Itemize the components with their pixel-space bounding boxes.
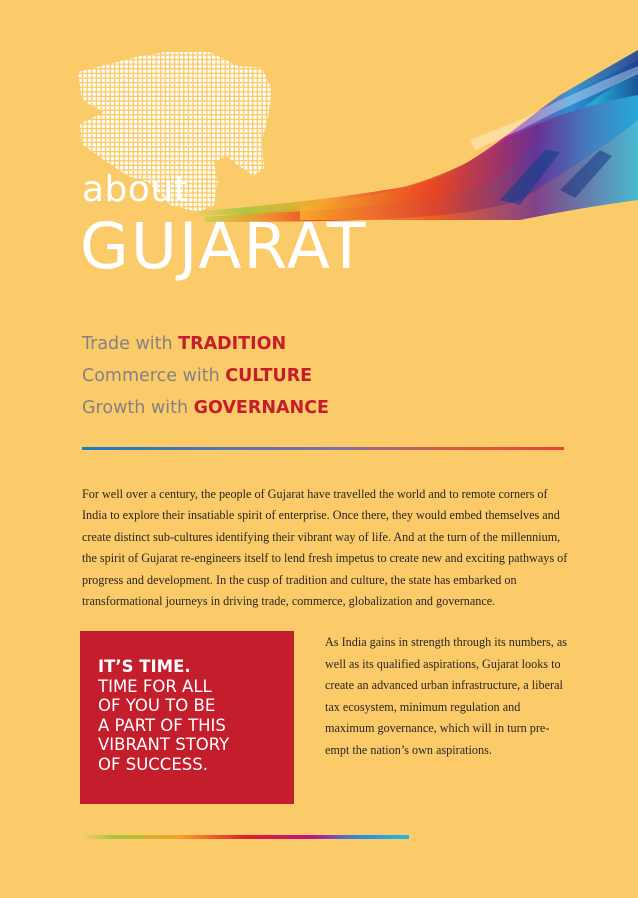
callout-line: OF YOU TO BE xyxy=(98,696,216,715)
tagline-commerce: Commerce with CULTURE xyxy=(82,366,313,386)
callout-line: A PART OF THIS xyxy=(98,715,226,735)
about-heading: about xyxy=(82,169,189,210)
gujarat-heading: GUJARAT xyxy=(80,210,368,283)
tagline-trade: Trade with TRADITION xyxy=(82,334,287,354)
side-paragraph: As India gains in strength through its numbers, as well as its qualified aspirations, Gujarat looks to create an advanced urban infrastructure, a liberal tax ecosystem, minimum regulation and maximum governance, which will in turn pre-empt the nation’s own aspirations. xyxy=(325,635,568,757)
bottom-ribbon-rule xyxy=(82,834,409,840)
callout-line: TIME FOR ALL xyxy=(98,676,212,696)
callout-line: VIBRANT STORY xyxy=(98,735,230,754)
callout-line: IT’S TIME. xyxy=(98,657,191,676)
tagline-list xyxy=(82,333,329,429)
callout-line: OF SUCCESS. xyxy=(98,754,208,774)
divider-rule xyxy=(82,447,564,450)
intro-paragraph: For well over a century, the people of Gujarat have travelled the world and to remote corners of India to explore their insatiable spirit of enterprise. Once there, they would embed themselves and create distinct sub-cultures identifying their vibrant way of life. And at the turn of the millennium, the spirit of Gujarat re-engineers itself to lend fresh impetus to create new and exciting pathways of progress and development. In the cusp of tradition and culture, the state has embarked on transformational journeys in driving trade, commerce, globalization and governance. xyxy=(82,487,568,609)
its-time-callout xyxy=(80,631,294,804)
callout-text xyxy=(98,657,229,774)
tagline-growth: Growth with GOVERNANCE xyxy=(82,398,329,418)
